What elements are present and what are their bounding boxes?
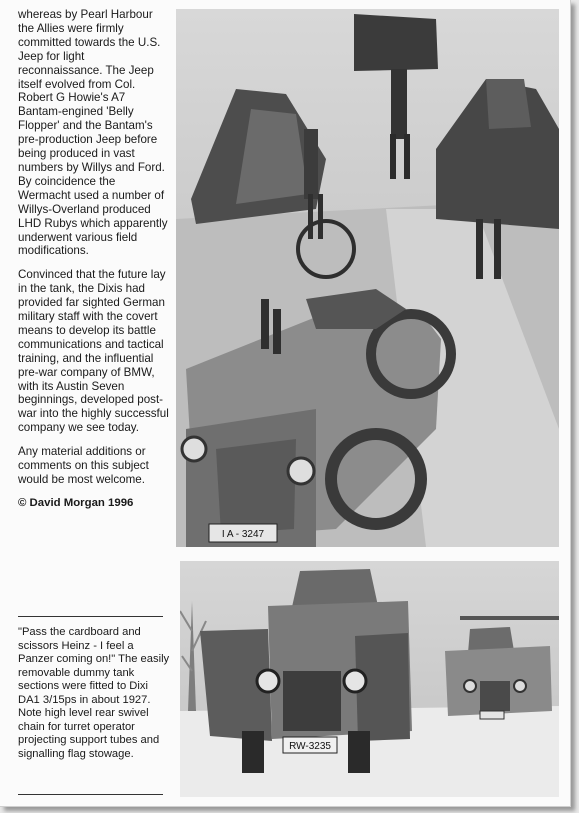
top-photo-plate: I A - 3247 xyxy=(221,529,265,540)
caption-text: "Pass the cardboard and scissors Heinz - I feel a Panzer coming on!" The easily removable dummy tank sections were fitted to Dixi DA1 3/15ps in about 1927. Note high level rear swivel chain for turret operator projecting support tubes and signalling flag stowage. xyxy=(18,626,170,760)
bottom-photo-plate: RW-3235 xyxy=(289,741,331,752)
copyright-line: © David Morgan 1996 xyxy=(18,496,134,509)
caption-bottom-rule xyxy=(18,794,163,795)
photo-caption xyxy=(18,626,170,771)
caption-top-rule xyxy=(18,616,163,617)
article-column xyxy=(18,8,170,521)
article-paragraph-1: whereas by Pearl Harbour the Allies were firmly committed towards the U.S. Jeep for light reconnaissance. The Jeep itself evolved from Col. Robert G Howie's A7 Bantam-engined 'Belly Flopper' and the Bantam's pre-production Jeep before being produced in vast numbers by Willys and Ford. By coincidence the Wermacht used a number of Willys-Overland produced LHD Rubys which apparently underwent various field modifications. xyxy=(18,8,168,258)
article-paragraph-3: Any material additions or comments on this subject would be most welcome. xyxy=(18,445,149,486)
photo-dixi-dummy-tanks xyxy=(180,561,559,797)
article-paragraph-2: Convinced that the future lay in the tank, the Dixis had provided far sighted German military staff with the covert means to develop its battle communications and tactical training, and the influential pre-war company of BMW, with its Austin Seven beginnings, developed post-war into the highly successful company we see today. xyxy=(18,268,169,435)
photo-soldiers-with-dummy-tank-panels xyxy=(176,9,559,547)
